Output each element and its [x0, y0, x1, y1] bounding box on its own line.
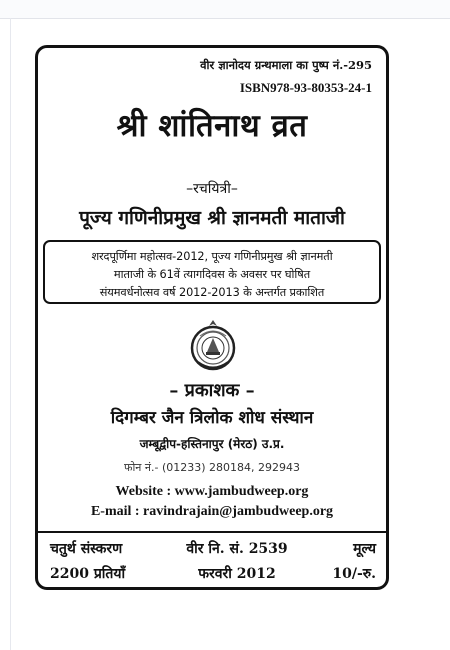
occasion-line: संयमवर्धनोत्सव वर्ष 2012-2013 के अन्तर्गत प्रकाशित: [99, 286, 325, 299]
edition-strip: [38, 531, 386, 587]
book-title: श्री शांतिनाथ व्रत: [116, 108, 308, 144]
occasion-line: शरदपूर्णिमा महोत्सव-2012, पूज्य गणिनीप्रमुख श्री ज्ञानमती: [91, 250, 333, 263]
price-label: मूल्य: [353, 541, 376, 557]
copies-count: 2200 प्रतियाँ: [50, 565, 126, 582]
title-page-frame: [35, 45, 389, 590]
veer-nirvana-year: वीर नि. सं. 2539: [186, 541, 288, 557]
series-line: वीर ज्ञानोदय ग्रन्थमाला का पुष्प नं.-295: [200, 58, 372, 72]
occasion-line: माताजी के 61वें त्यागदिवस के अवसर पर घोषित: [113, 268, 311, 281]
edition-label: चतुर्थ संस्करण: [50, 541, 123, 557]
phone-line: फोन नं.- (01233) 280184, 292943: [123, 461, 301, 474]
email-line: E-mail : ravindrajain@jambudweep.org: [90, 504, 334, 519]
website-line: Website : www.jambudweep.org: [115, 484, 309, 499]
jambudweep-emblem-icon: [188, 318, 238, 376]
author-label: –रचयित्री–: [186, 181, 238, 197]
publish-date: फरवरी 2012: [198, 565, 276, 582]
publisher-label: – प्रकाशक –: [169, 380, 255, 401]
publisher-address: जम्बूद्वीप-हस्तिनापुर (मेरठ) उ.प्र.: [139, 437, 285, 451]
isbn-line: ISBN978-93-80353-24-1: [239, 80, 372, 95]
occasion-box: [43, 240, 381, 304]
author-name: पूज्य गणिनीप्रमुख श्री ज्ञानमती माताजी: [79, 207, 345, 229]
price-value: 10/-रु.: [332, 565, 376, 582]
publisher-name: दिगम्बर जैन त्रिलोक शोध संस्थान: [110, 408, 314, 428]
viewer-top-bar: [0, 0, 450, 19]
viewer-left-edge: [10, 18, 11, 650]
